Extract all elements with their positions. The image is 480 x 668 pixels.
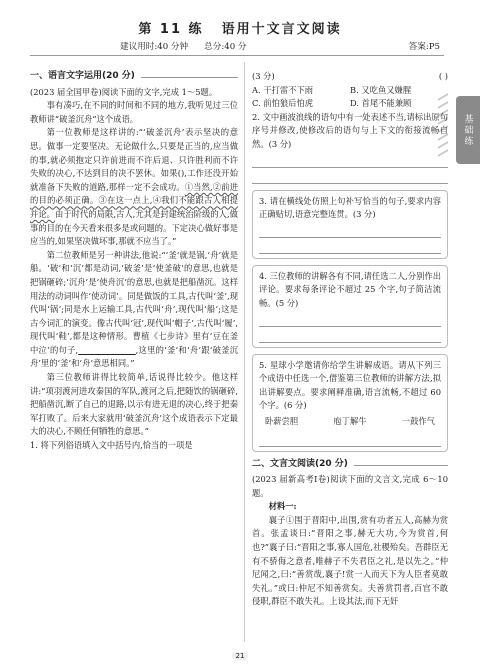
page-number-text: 21 [232,652,249,660]
option-d[interactable]: D. 首尾不能兼顾 [350,98,412,109]
right-column [252,70,448,609]
paragraph-text: ),工作还没开始就准备下失败的道路,那样一定不会成功。 [30,168,238,192]
section-1-header [30,70,238,86]
classical-passage: 襄子①围于晋阳中,出围,赏有功者五人,高赫为赏首。张孟谈曰:“晋阳之事,赫无大功,今为赏首,何也?”襄子曰:“晋阳之事,寡人国危,社稷殆矣。吾群臣无有不骄侮之意者,唯赫子不失君臣之礼,是以先之。”仲尼闻之,曰:“善赏哉,襄子!赏一人而天下为人臣者莫敢失礼。”或曰:仲尼不知善赏矣。夫善赏罚者,百官不敢侵职,群臣不敢失礼。上设其法,而下无奸 [252,514,448,607]
question-5: 5. 星球小学邀请你给学生讲解成语。请从下列三个成语中任选一个,借鉴第三位教师的讲解方法,拟出讲解要点。要求阐释准确,语言流畅,不超过 60 个字。(6 分) [259,359,441,411]
section-1-title: 一、语言文字运用(20 分) [30,71,135,81]
paragraph-text: 由于时代的局限,古人,尤其是封建统治阶级的人,做事的目的在今天看来很多是或问题的。下定决心做好事是应当的,如果坚决做坏事,那就不应当了。” [30,208,238,247]
suggested-time: 建议用时:40 分钟 [120,42,189,52]
question-2: 2. 文中画波浪线的语句中有一处表述不当,请标出原句序号并修改,使修改后的语句与上下文的衔接流畅自然。(3 分) [252,111,448,149]
passage-paragraph [30,126,238,248]
idiom-item: 卧薪尝胆 [265,415,299,426]
paragraph-text: ,这里的‘釜’和‘舟’跟‘破釜沉舟’里的‘釜’和‘舟’意思相同。” [30,344,239,369]
section-2-title: 二、文言文阅读(20 分) [252,458,348,469]
idiom-item: 庖丁解牛 [333,415,367,426]
question-5-box [252,354,448,452]
section-2-intro: (2023 届新高考Ⅰ卷)阅读下面的文言文,完成 6～10题。 [252,474,448,498]
question-3: 3. 请在横线处仿照上句补写恰当的句子,要求内容正确贴切,语意完整连贯。(3 分) [259,195,441,220]
answer-line[interactable] [259,238,441,254]
page-number [0,652,480,660]
section-2-header [252,458,448,474]
option-c[interactable]: C. 前怕狼后怕虎 [252,98,314,109]
wavy-underlined-sentence: ①当然,②前进的目的必须正确。③在这一点上,④我们不能跟古人相提并论。 [30,181,239,219]
answer-page-ref: 答案:P5 [408,42,440,52]
answer-line[interactable] [259,311,441,327]
answer-line[interactable] [252,168,448,184]
question-1-score-row [252,70,448,84]
answer-line[interactable] [259,327,441,343]
passage-paragraph: 事有凑巧,在不同的时间和不同的地方,我听见过三位教师讲“破釜沉舟”这个成语。 [30,100,238,124]
question-4-box [252,265,448,348]
answer-bracket[interactable]: ( ) [438,71,448,81]
section-1-intro: (2023 届全国甲卷)阅读下面的文字,完成 1～5题。 [30,86,218,97]
question-3-box [252,190,448,259]
material-label: 材料一: [268,501,297,512]
question-1-score: (3 分) [252,71,275,81]
paragraph-text: 第二位教师是另一种讲法,他说:“‘釜’就是锅,‘舟’就是船。‘破’和‘沉’都是动词,‘破釜’是‘使釜破’的意思,也就是把锅砸碎;‘沉舟’是‘使舟沉’的意思,也就是把船凿沉。这样用法的动词叫作‘使动词’。同是做饭的工具,古代叫‘釜’,现代叫‘锅’;同是水上运输工具,古代叫‘舟’,现代叫‘船’;这是古今词汇的演变。像古代叫‘冠’,现代叫‘帽子’,古代叫‘履’,现代叫‘鞋’,都是这种情形。曹植《七步诗》里有‘豆在釜中泣’的句子, [30,249,238,355]
lesson-number: 第 11 练 [138,22,204,37]
question-4: 4. 三位教师的讲解各有不同,请任选二人,分别作出评论。要求每条评论不超过 25 个字,句子简洁流畅。(5 分) [259,270,441,308]
time-score [120,40,246,52]
left-column [30,70,238,453]
answer-line[interactable] [259,222,441,238]
passage-paragraph [30,249,238,371]
section-2-rule [354,465,448,466]
question-1: 1. 将下列俗语填入文中括号内,恰当的一项是 [30,440,193,451]
page-header [0,18,480,37]
paragraph-text: 第一位教师是这样讲的:“‘破釜沉舟’表示坚决的意思。做事一定要坚决。无论做什么,只要是正当的,应当做的事,就必须抱定只许前进而不许后退、只许胜利而不许失败的决心,不达到目的决不罢休。如果( [30,127,238,179]
section-1-rule [141,77,238,78]
option-b[interactable]: B. 又吃鱼又嫌腥 [350,84,412,95]
fill-blank[interactable] [78,345,135,355]
column-divider [244,62,245,642]
side-tab-label: 基础练 [456,96,480,164]
lesson-topic: 语用十文言文阅读 [221,22,342,37]
page-title [0,18,480,37]
total-score: 总分:40 分 [204,42,247,52]
idiom-item: 一鼓作气 [401,415,435,426]
answer-line[interactable] [252,152,448,168]
header-rule [30,55,444,56]
passage-paragraph: 第三位教师讲得比较简单,话说得比较少。他这样讲:“项羽渡河进攻秦国的军队,渡河之后,把随饮的锅砸碎,把船凿沉,断了自己的退路,以示有进无退的决心,终于把秦军打败了。后来大家就用‘破釜沉舟’这个成语表示下定最大的决心,不顾任何牺牲的意思。” [30,372,238,437]
question-1-options [252,84,448,111]
idiom-list [259,413,441,431]
option-a[interactable]: A. 干打雷不下雨 [252,84,314,95]
answer-line[interactable] [259,431,441,447]
